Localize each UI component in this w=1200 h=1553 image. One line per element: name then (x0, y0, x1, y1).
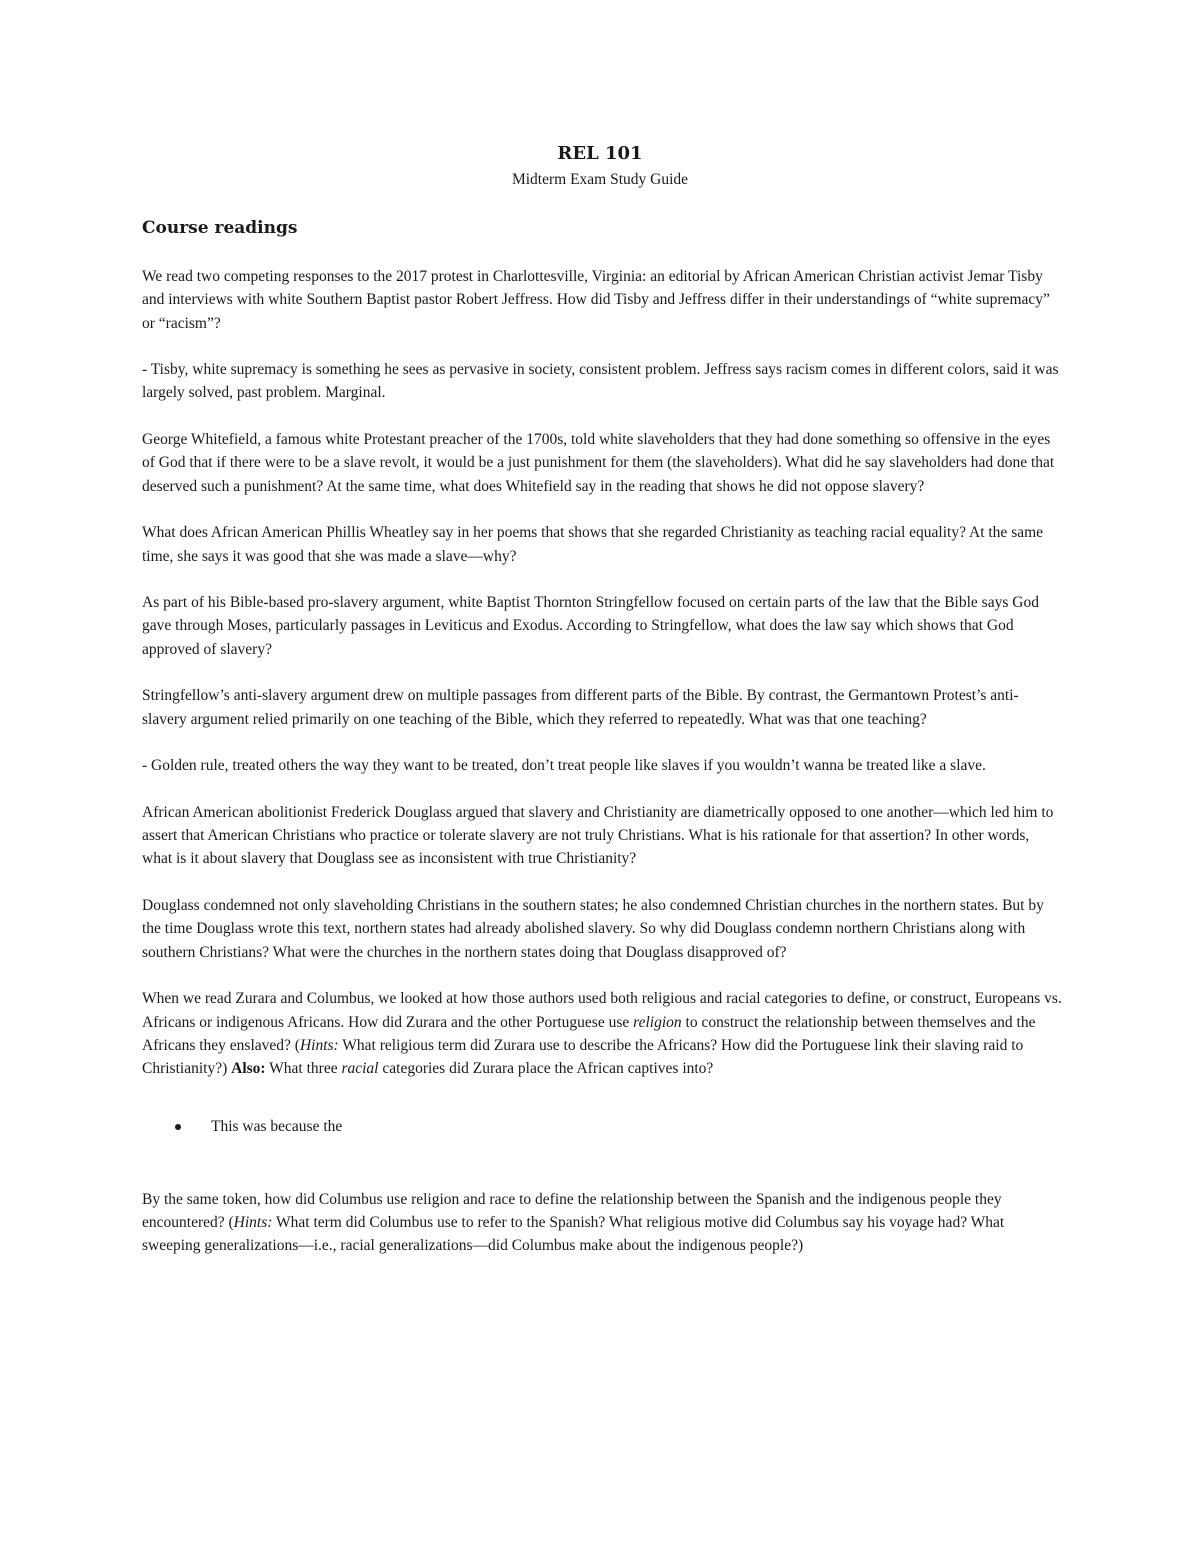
zurara-italic-hints: Hints: (299, 1036, 339, 1054)
bullet-list (142, 1115, 1062, 1138)
zurara-italic-religion: religion (633, 1013, 682, 1031)
paragraph-tisby-answer: - Tisby, white supremacy is something he sees as pervasive in society, consistent problem. Jeffress says racism comes in different colors, said it was largely solved, past problem. Marginal. (142, 361, 1059, 402)
zurara-text-c: to construct the relationship between themselves and the Africans they enslaved? ( (142, 1013, 1036, 1054)
document-title: REL 101 (557, 143, 643, 164)
bullet-text: This was because the (211, 1118, 343, 1136)
list-item (142, 1115, 1062, 1138)
zurara-text-e: What religious term did Zurara use to describe the Africans? How did the Portuguese link their slaving raid to Christianity?) (142, 1036, 1024, 1078)
paragraph-douglass-northern: Douglass condemned not only slaveholding Christians in the southern states; he also condemned Christian churches in the northern states. But by the time Douglass wrote this text, northern states had already abolished slavery. So why did Douglass condemn northern Christians along with southern Christians? What were the churches in the northern states doing that Douglass disapproved of? (142, 897, 1044, 961)
zurara-bold-also: Also: (231, 1060, 266, 1078)
paragraph-douglass-rationale: African American abolitionist Frederick Douglass argued that slavery and Christianity are diametrically opposed to one another—which led him to assert that American Christians who practice or tolerate slavery are not truly Christians. What is his rationale for that assertion? In other words, what is it about slavery that Douglass see as inconsistent with true Christianity? (142, 803, 1054, 868)
document-body (142, 265, 1062, 1281)
zurara-text-i: categories did Zurara place the African captives into? (378, 1060, 714, 1078)
paragraph-columbus (142, 1188, 1062, 1258)
paragraph-wheatley: What does African American Phillis Wheatley say in her poems that shows that she regarded Christianity as teaching racial equality? At the same time, she says it was good that she was made a slave—why? (142, 524, 1044, 565)
paragraph-stringfellow: As part of his Bible-based pro-slavery argument, white Baptist Thornton Stringfellow focused on certain parts of the law that the Bible says God gave through Moses, particularly passages in Leviticus and Exodus. According to Stringfellow, what does the law say which shows that God approved of slavery? (142, 594, 1039, 658)
paragraph-zurara (142, 987, 1062, 1080)
paragraph-germantown: Stringfellow’s anti-slavery argument drew on multiple passages from different parts of the Bible. By contrast, the Germantown Protest’s anti-slavery argument relied primarily on one teaching of the Bible, which they referred to repeatedly. What was that one teaching? (142, 687, 1019, 728)
section-heading: Course readings (142, 218, 298, 238)
columbus-text-a: By the same token, how did Columbus use religion and race to define the relationship between the Spanish and the indigenous people they encountered? ( (142, 1190, 1002, 1231)
bullet-icon (175, 1124, 181, 1130)
columbus-italic-hints: Hints: (233, 1213, 273, 1231)
zurara-text-g: What three (265, 1060, 342, 1078)
paragraph-charlottesville: We read two competing responses to the 2017 protest in Charlottesville, Virginia: an editorial by African American Christian activist Jemar Tisby and interviews with white Southern Baptist pastor Robert Jeffress. How did Tisby and Jeffress differ in their understandings of “white supremacy” or “racism”? (142, 268, 1050, 332)
zurara-text-a: When we read Zurara and Columbus, we looked at how those authors used both religious and racial categories to define, or construct, Europeans vs. Africans or indigenous Africans. How did Zurara and the other Portuguese use (142, 990, 1062, 1031)
columbus-text-c: What term did Columbus use to refer to the Spanish? What religious motive did Columbus say his voyage had? What sweeping generalizations—i.e., racial generalizations—did Columbus make about the indigenous people?) (142, 1213, 1005, 1255)
paragraph-whitefield: George Whitefield, a famous white Protestant preacher of the 1700s, told white slaveholders that they had done something so offensive in the eyes of God that if there were to be a slave revolt, it would be a just punishment for them (the slaveholders). What did he say slaveholders had done that deserved such a punishment? At the same time, what does Whitefield say in the reading that shows he did not oppose slavery? (142, 431, 1055, 495)
paragraph-golden-rule-answer: - Golden rule, treated others the way they want to be treated, don’t treat people like slaves if you wouldn’t wanna be treated like a slave. (142, 757, 986, 775)
zurara-italic-racial: racial (341, 1060, 379, 1078)
document-subtitle: Midterm Exam Study Guide (511, 171, 689, 188)
